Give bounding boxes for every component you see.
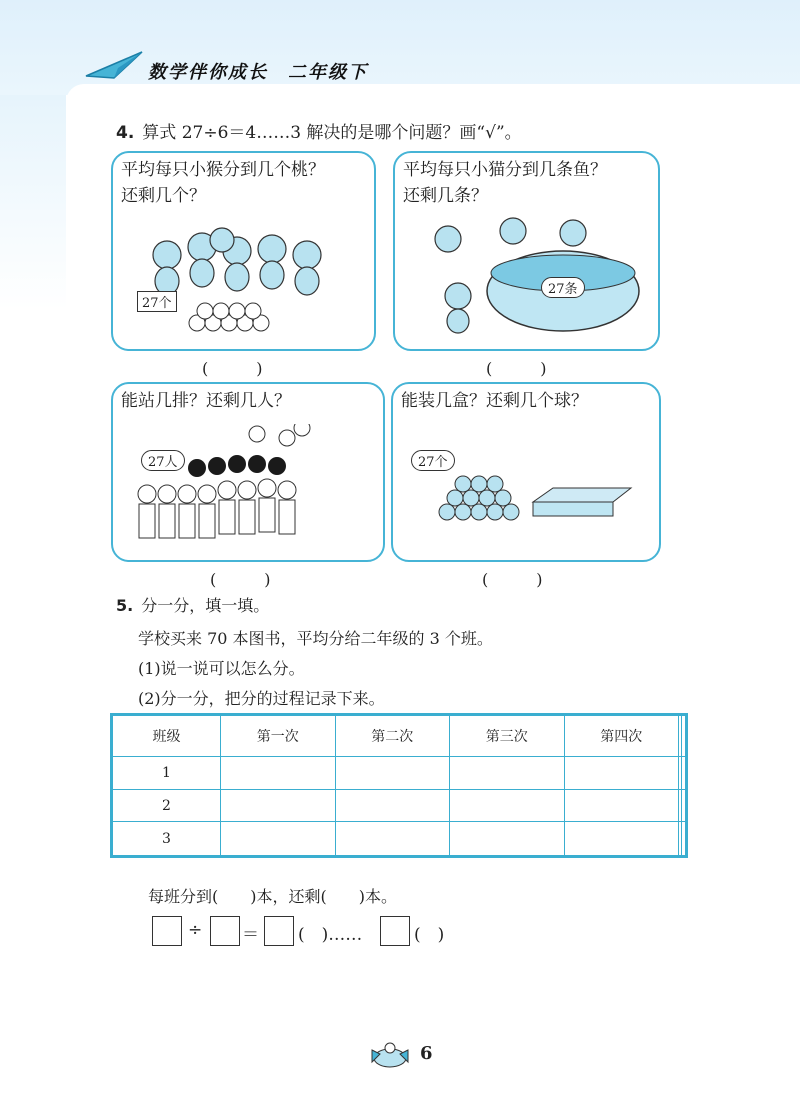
children-rows-illustration (127, 424, 377, 554)
cats-fish-bowl-illustration (403, 211, 653, 341)
paper-plane-logo-icon (84, 48, 144, 82)
q5-line-1: 学校买来 70 本图书，平均分给二年级的 3 个班。 (138, 629, 493, 648)
table-cell[interactable] (221, 757, 336, 790)
panel-question: 平均每只小猴分到几个桃？ 还剩几个？ (121, 160, 325, 206)
table-row (112, 757, 687, 790)
q4-panel-children (111, 382, 385, 562)
page-number: 6 (420, 1043, 433, 1064)
divide-sign: ÷ (188, 920, 203, 940)
distribution-table (110, 713, 688, 858)
table-cell[interactable] (681, 822, 686, 857)
table-row-label: 1 (112, 757, 221, 790)
q5-title-text: 分一分，填一填。 (141, 596, 270, 615)
table-header: 第二次 (335, 715, 450, 757)
table-header: 第三次 (450, 715, 565, 757)
remainder-unit-paren[interactable]: ( ) (414, 925, 445, 945)
panel-question: 能站几排？还剩几人？ (121, 391, 291, 411)
table-cell[interactable] (450, 757, 565, 790)
table-cell[interactable] (564, 822, 679, 857)
answer-paren-4[interactable]: ( ) (482, 570, 543, 589)
panel-question: 平均每只小猫分到几条鱼？ 还剩几条？ (403, 160, 607, 206)
equals-sign: ＝ (242, 925, 259, 945)
quotient-box[interactable] (264, 916, 294, 946)
table-header: 第一次 (221, 715, 336, 757)
monkeys-illustration (127, 215, 367, 335)
table-cell[interactable] (681, 757, 686, 790)
table-header: 班级 (112, 715, 221, 757)
header-title: 数学伴你成长 二年级下 (148, 62, 368, 83)
q4-panel-cats (393, 151, 660, 351)
peach-count-label: 27个 (137, 291, 177, 312)
people-count-label: 27人 (141, 450, 185, 471)
table-cell[interactable] (335, 757, 450, 790)
q5-title (116, 593, 269, 616)
q5-line-2: (1)说一说可以怎么分。 (138, 659, 305, 678)
table-row-label: 3 (112, 822, 221, 857)
q5-number: 5. (116, 596, 134, 615)
answer-paren-1[interactable]: ( ) (202, 359, 263, 378)
table-row-label: 2 (112, 789, 221, 822)
panel-question: 能装几盒？还剩几个球？ (401, 391, 588, 411)
ball-count-label: 27个 (411, 450, 455, 471)
divisor-box[interactable] (210, 916, 240, 946)
fish-count-label: 27条 (541, 277, 585, 298)
table-cell[interactable] (335, 822, 450, 857)
table-row (112, 789, 687, 822)
table-cell[interactable] (450, 822, 565, 857)
table-header (681, 715, 686, 757)
q4-prompt (116, 118, 522, 143)
table-cell[interactable] (221, 822, 336, 857)
q4-panel-monkeys (111, 151, 376, 351)
q4-number: 4. (116, 123, 135, 143)
dividend-box[interactable] (152, 916, 182, 946)
quotient-unit-paren[interactable]: ( )…… (298, 925, 363, 945)
side-band (0, 95, 66, 310)
q4-panel-balls (391, 382, 661, 562)
table-cell[interactable] (564, 757, 679, 790)
table-cell[interactable] (564, 789, 679, 822)
table-cell[interactable] (221, 789, 336, 822)
table-cell[interactable] (681, 789, 686, 822)
table-header-row (112, 715, 687, 757)
q4-prompt-text: 算式 27÷6＝4……3 解决的是哪个问题？画“√”。 (142, 123, 522, 143)
table-cell[interactable] (335, 789, 450, 822)
answer-paren-2[interactable]: ( ) (486, 359, 547, 378)
answer-paren-3[interactable]: ( ) (210, 570, 271, 589)
fill-in-sentence: 每班分到( )本，还剩( )本。 (148, 887, 397, 906)
table-header: 第四次 (564, 715, 679, 757)
mascot-icon (366, 1040, 414, 1070)
q5-line-3: (2)分一分，把分的过程记录下来。 (138, 689, 385, 708)
table-cell[interactable] (450, 789, 565, 822)
remainder-box[interactable] (380, 916, 410, 946)
table-row (112, 822, 687, 857)
